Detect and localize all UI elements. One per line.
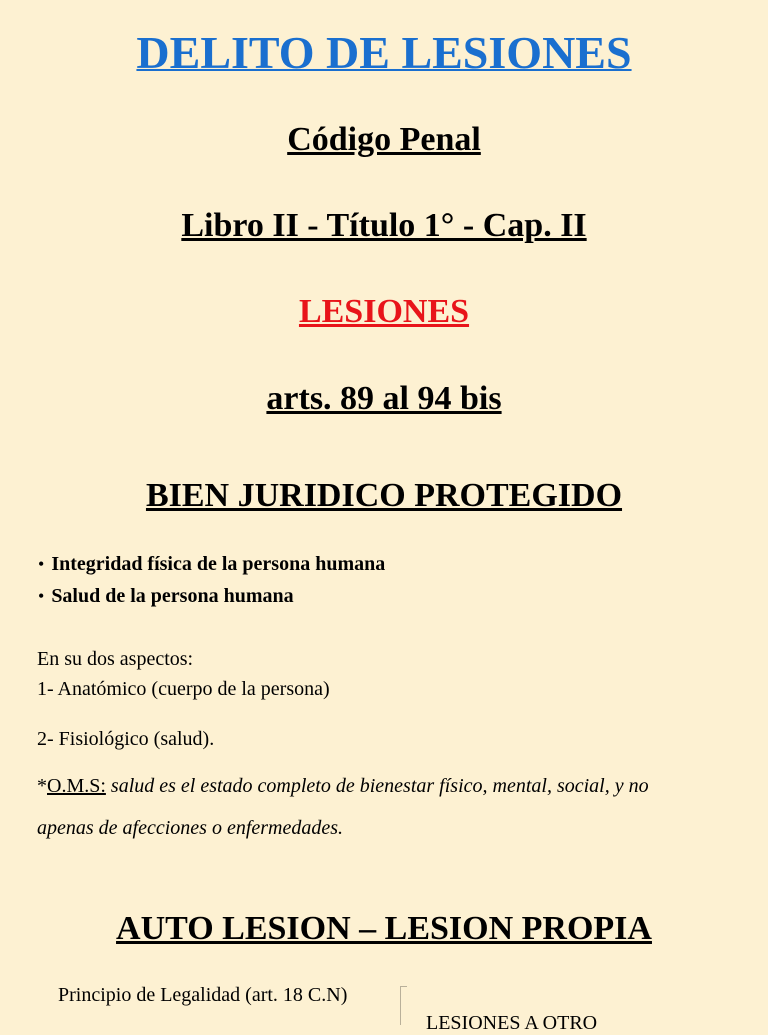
bullet-icon: • [38,586,45,606]
oms-text: salud es el estado completo de bienestar físico, mental, social, y no [105,775,649,797]
bullet-list [38,548,385,612]
oms-prefix: * [37,775,47,797]
bullet-text: Salud de la persona humana [51,585,294,607]
heading-bien-juridico: BIEN JURIDICO PROTEGIDO [145,477,623,514]
section-lesiones: LESIONES [298,293,470,330]
aspects-intro: En su dos aspectos: [37,648,194,670]
articles-range: arts. 89 al 94 bis [266,380,502,417]
aspect-anatomico: 1- Anatómico (cuerpo de la persona) [37,678,330,700]
bullet-text: Integridad física de la persona humana [51,553,386,575]
lesiones-a-otro: LESIONES A OTRO [426,1012,598,1034]
list-item [38,580,385,612]
document-title: DELITO DE LESIONES [136,27,632,78]
bracket-divider [400,986,407,1025]
bullet-icon: • [38,554,45,574]
oms-definition-line1 [37,775,649,798]
oms-label: O.M.S: [47,775,106,797]
aspect-fisiologico: 2- Fisiológico (salud). [37,728,215,750]
heading-auto-lesion: AUTO LESION – LESION PROPIA [116,910,652,947]
subtitle-libro-titulo: Libro II - Título 1° - Cap. II [181,207,587,244]
principio-legalidad: Principio de Legalidad (art. 18 C.N) [58,984,348,1006]
list-item [38,548,385,580]
subtitle-codigo-penal: Código Penal [287,121,481,158]
oms-definition-line2: apenas de afecciones o enfermedades. [37,817,344,839]
